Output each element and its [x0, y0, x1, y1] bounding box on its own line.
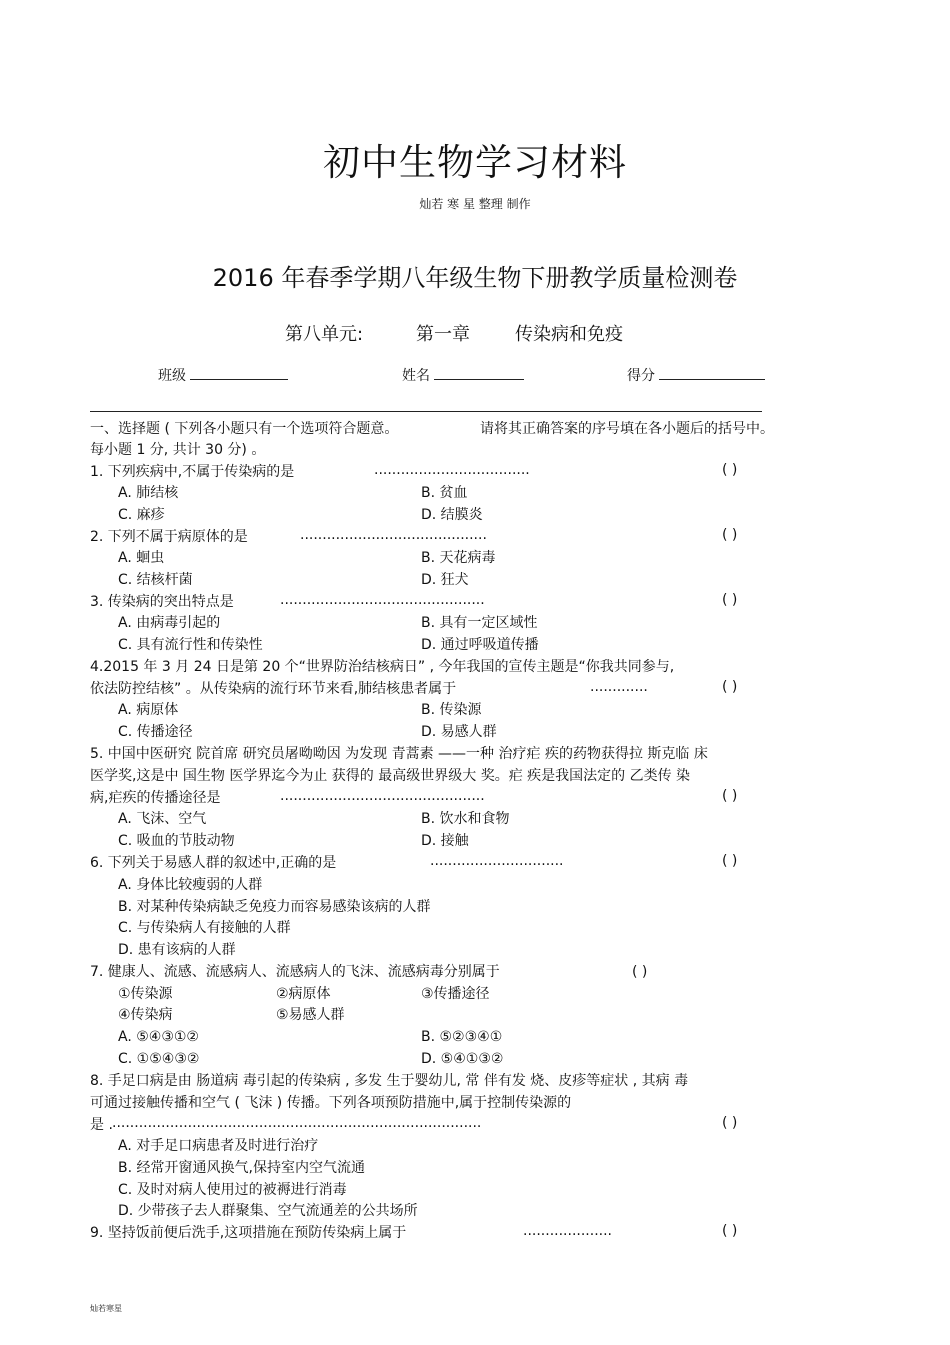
- unit-label: 第八单元:: [285, 324, 364, 345]
- doc-subtitle: 灿若 寒 星 整理 制作: [419, 197, 531, 211]
- q1-option-b: B. 贫血: [421, 485, 468, 501]
- question-4-line1: 4.2015 年 3 月 24 日是第 20 个“世界防治结核病日” , 今年我国的宣传主题是“你我共同参与,: [90, 659, 675, 675]
- q8-option-b: B. 经常开窗通风换气,保持室内空气流通: [118, 1160, 365, 1176]
- question-5-answer[interactable]: ( ): [722, 788, 738, 804]
- q5-option-a: A. 飞沫、空气: [118, 811, 207, 827]
- question-1-stem: 1. 下列疾病中,不属于传染病的是: [90, 464, 295, 480]
- class-field[interactable]: [158, 365, 288, 385]
- q5-option-d: D. 接触: [421, 833, 469, 849]
- question-6-dots: ..............................: [430, 853, 564, 869]
- question-3-dots: ..............................................: [280, 592, 485, 608]
- q1-option-c: C. 麻疹: [118, 507, 165, 523]
- q7-item-2: ②病原体: [276, 986, 331, 1002]
- doc-title: 初中生物学习材料: [323, 141, 627, 184]
- q3-option-c: C. 具有流行性和传染性: [118, 637, 263, 653]
- question-2-stem: 2. 下列不属于病原体的是: [90, 529, 248, 545]
- section-intro-1b: 请将其正确答案的序号填在各小题后的括号中。: [480, 421, 774, 437]
- question-8-dots: ...................................................................................: [112, 1115, 482, 1131]
- q6-option-d: D. 患有该病的人群: [118, 942, 236, 958]
- q7-option-c: C. ①⑤④③②: [118, 1051, 200, 1067]
- question-5-line3: 病,疟疾的传播途径是: [90, 790, 221, 806]
- q4-option-d: D. 易感人群: [421, 724, 497, 740]
- score-blank[interactable]: [659, 365, 765, 380]
- q1-option-d: D. 结膜炎: [421, 507, 483, 523]
- question-7-answer[interactable]: ( ): [632, 964, 648, 980]
- section-intro-1a: 一、选择题 ( 下列各小题只有一个选项符合题意。: [90, 421, 399, 437]
- score-field[interactable]: [627, 365, 765, 385]
- divider: [90, 411, 762, 412]
- question-8-line2: 可通过接触传播和空气 ( 飞沫 ) 传播。下列各项预防措施中,属于控制传染源的: [90, 1095, 572, 1111]
- q7-item-4: ④传染病: [118, 1007, 173, 1023]
- question-1-answer[interactable]: ( ): [722, 462, 738, 478]
- name-blank[interactable]: [434, 365, 524, 380]
- question-5-line2: 医学奖,这是中 国生物 医学界迄今为止 获得的 最高级世界级大 奖。疟 疾是我国法定的 乙类传 染: [90, 768, 691, 784]
- q5-option-b: B. 饮水和食物: [421, 811, 510, 827]
- score-label: 得分: [627, 368, 655, 384]
- q6-option-b: B. 对某种传染病缺乏免疫力而容易感染该病的人群: [118, 899, 431, 915]
- class-blank[interactable]: [190, 365, 288, 380]
- question-5-line1: 5. 中国中医研究 院首席 研究员屠呦呦因 为发现 青蒿素 ——一种 治疗疟 疾的药物获得拉 斯克临 床: [90, 746, 708, 762]
- question-9-dots: ....................: [523, 1223, 613, 1239]
- question-4-dots: .............: [590, 679, 648, 695]
- name-field[interactable]: [402, 365, 524, 385]
- question-3-answer[interactable]: ( ): [722, 592, 738, 608]
- topic-label: 传染病和免疫: [515, 324, 623, 345]
- q4-option-b: B. 传染源: [421, 702, 482, 718]
- question-3-stem: 3. 传染病的突出特点是: [90, 594, 234, 610]
- question-2-answer[interactable]: ( ): [722, 527, 738, 543]
- q8-option-c: C. 及时对病人使用过的被褥进行消毒: [118, 1182, 347, 1198]
- question-9-answer[interactable]: ( ): [722, 1223, 738, 1239]
- q6-option-c: C. 与传染病人有接触的人群: [118, 920, 291, 936]
- q4-option-a: A. 病原体: [118, 702, 179, 718]
- question-4-answer[interactable]: ( ): [722, 679, 738, 695]
- q3-option-d: D. 通过呼吸道传播: [421, 637, 539, 653]
- page-footer: 灿若寒星: [90, 1304, 122, 1313]
- q6-option-a: A. 身体比较瘦弱的人群: [118, 877, 263, 893]
- q7-item-1: ①传染源: [118, 986, 173, 1002]
- question-8-answer[interactable]: ( ): [722, 1115, 738, 1131]
- exam-title: 2016 年春季学期八年级生物下册教学质量检测卷: [212, 264, 738, 292]
- question-8-line3: 是 .: [90, 1117, 113, 1133]
- q2-option-d: D. 狂犬: [421, 572, 469, 588]
- class-label: 班级: [158, 368, 186, 384]
- q4-option-c: C. 传播途径: [118, 724, 193, 740]
- q7-option-a: A. ⑤④③①②: [118, 1029, 199, 1045]
- q1-option-a: A. 肺结核: [118, 485, 179, 501]
- question-4-line2: 依法防控结核” 。从传染病的流行环节来看,肺结核患者属于: [90, 681, 457, 697]
- q8-option-a: A. 对手足口病患者及时进行治疗: [118, 1138, 319, 1154]
- q3-option-b: B. 具有一定区域性: [421, 615, 538, 631]
- q7-option-b: B. ⑤②③④①: [421, 1029, 503, 1045]
- question-7-stem: 7. 健康人、流感、流感病人、流感病人的飞沫、流感病毒分别属于: [90, 964, 500, 980]
- q7-item-3: ③传播途径: [421, 986, 490, 1002]
- question-6-answer[interactable]: ( ): [722, 853, 738, 869]
- question-9-stem: 9. 坚持饭前便后洗手,这项措施在预防传染病上属于: [90, 1225, 407, 1241]
- section-intro-2: 每小题 1 分, 共计 30 分) 。: [90, 442, 266, 458]
- question-5-dots: ..............................................: [280, 788, 485, 804]
- question-2-dots: ..........................................: [300, 527, 487, 543]
- q7-option-d: D. ⑤④①③②: [421, 1051, 504, 1067]
- q2-option-a: A. 蛔虫: [118, 550, 165, 566]
- q3-option-a: A. 由病毒引起的: [118, 615, 221, 631]
- chapter-label: 第一章: [416, 324, 470, 345]
- q2-option-c: C. 结核杆菌: [118, 572, 193, 588]
- name-label: 姓名: [402, 368, 430, 384]
- question-6-stem: 6. 下列关于易感人群的叙述中,正确的是: [90, 855, 337, 871]
- q2-option-b: B. 天花病毒: [421, 550, 496, 566]
- q5-option-c: C. 吸血的节肢动物: [118, 833, 235, 849]
- q7-item-5: ⑤易感人群: [276, 1007, 345, 1023]
- question-1-dots: ...................................: [374, 462, 530, 478]
- q8-option-d: D. 少带孩子去人群聚集、空气流通差的公共场所: [118, 1203, 418, 1219]
- question-8-line1: 8. 手足口病是由 肠道病 毒引起的传染病 , 多发 生于婴幼儿, 常 伴有发 烧、皮疹等症状 , 其病 毒: [90, 1073, 689, 1089]
